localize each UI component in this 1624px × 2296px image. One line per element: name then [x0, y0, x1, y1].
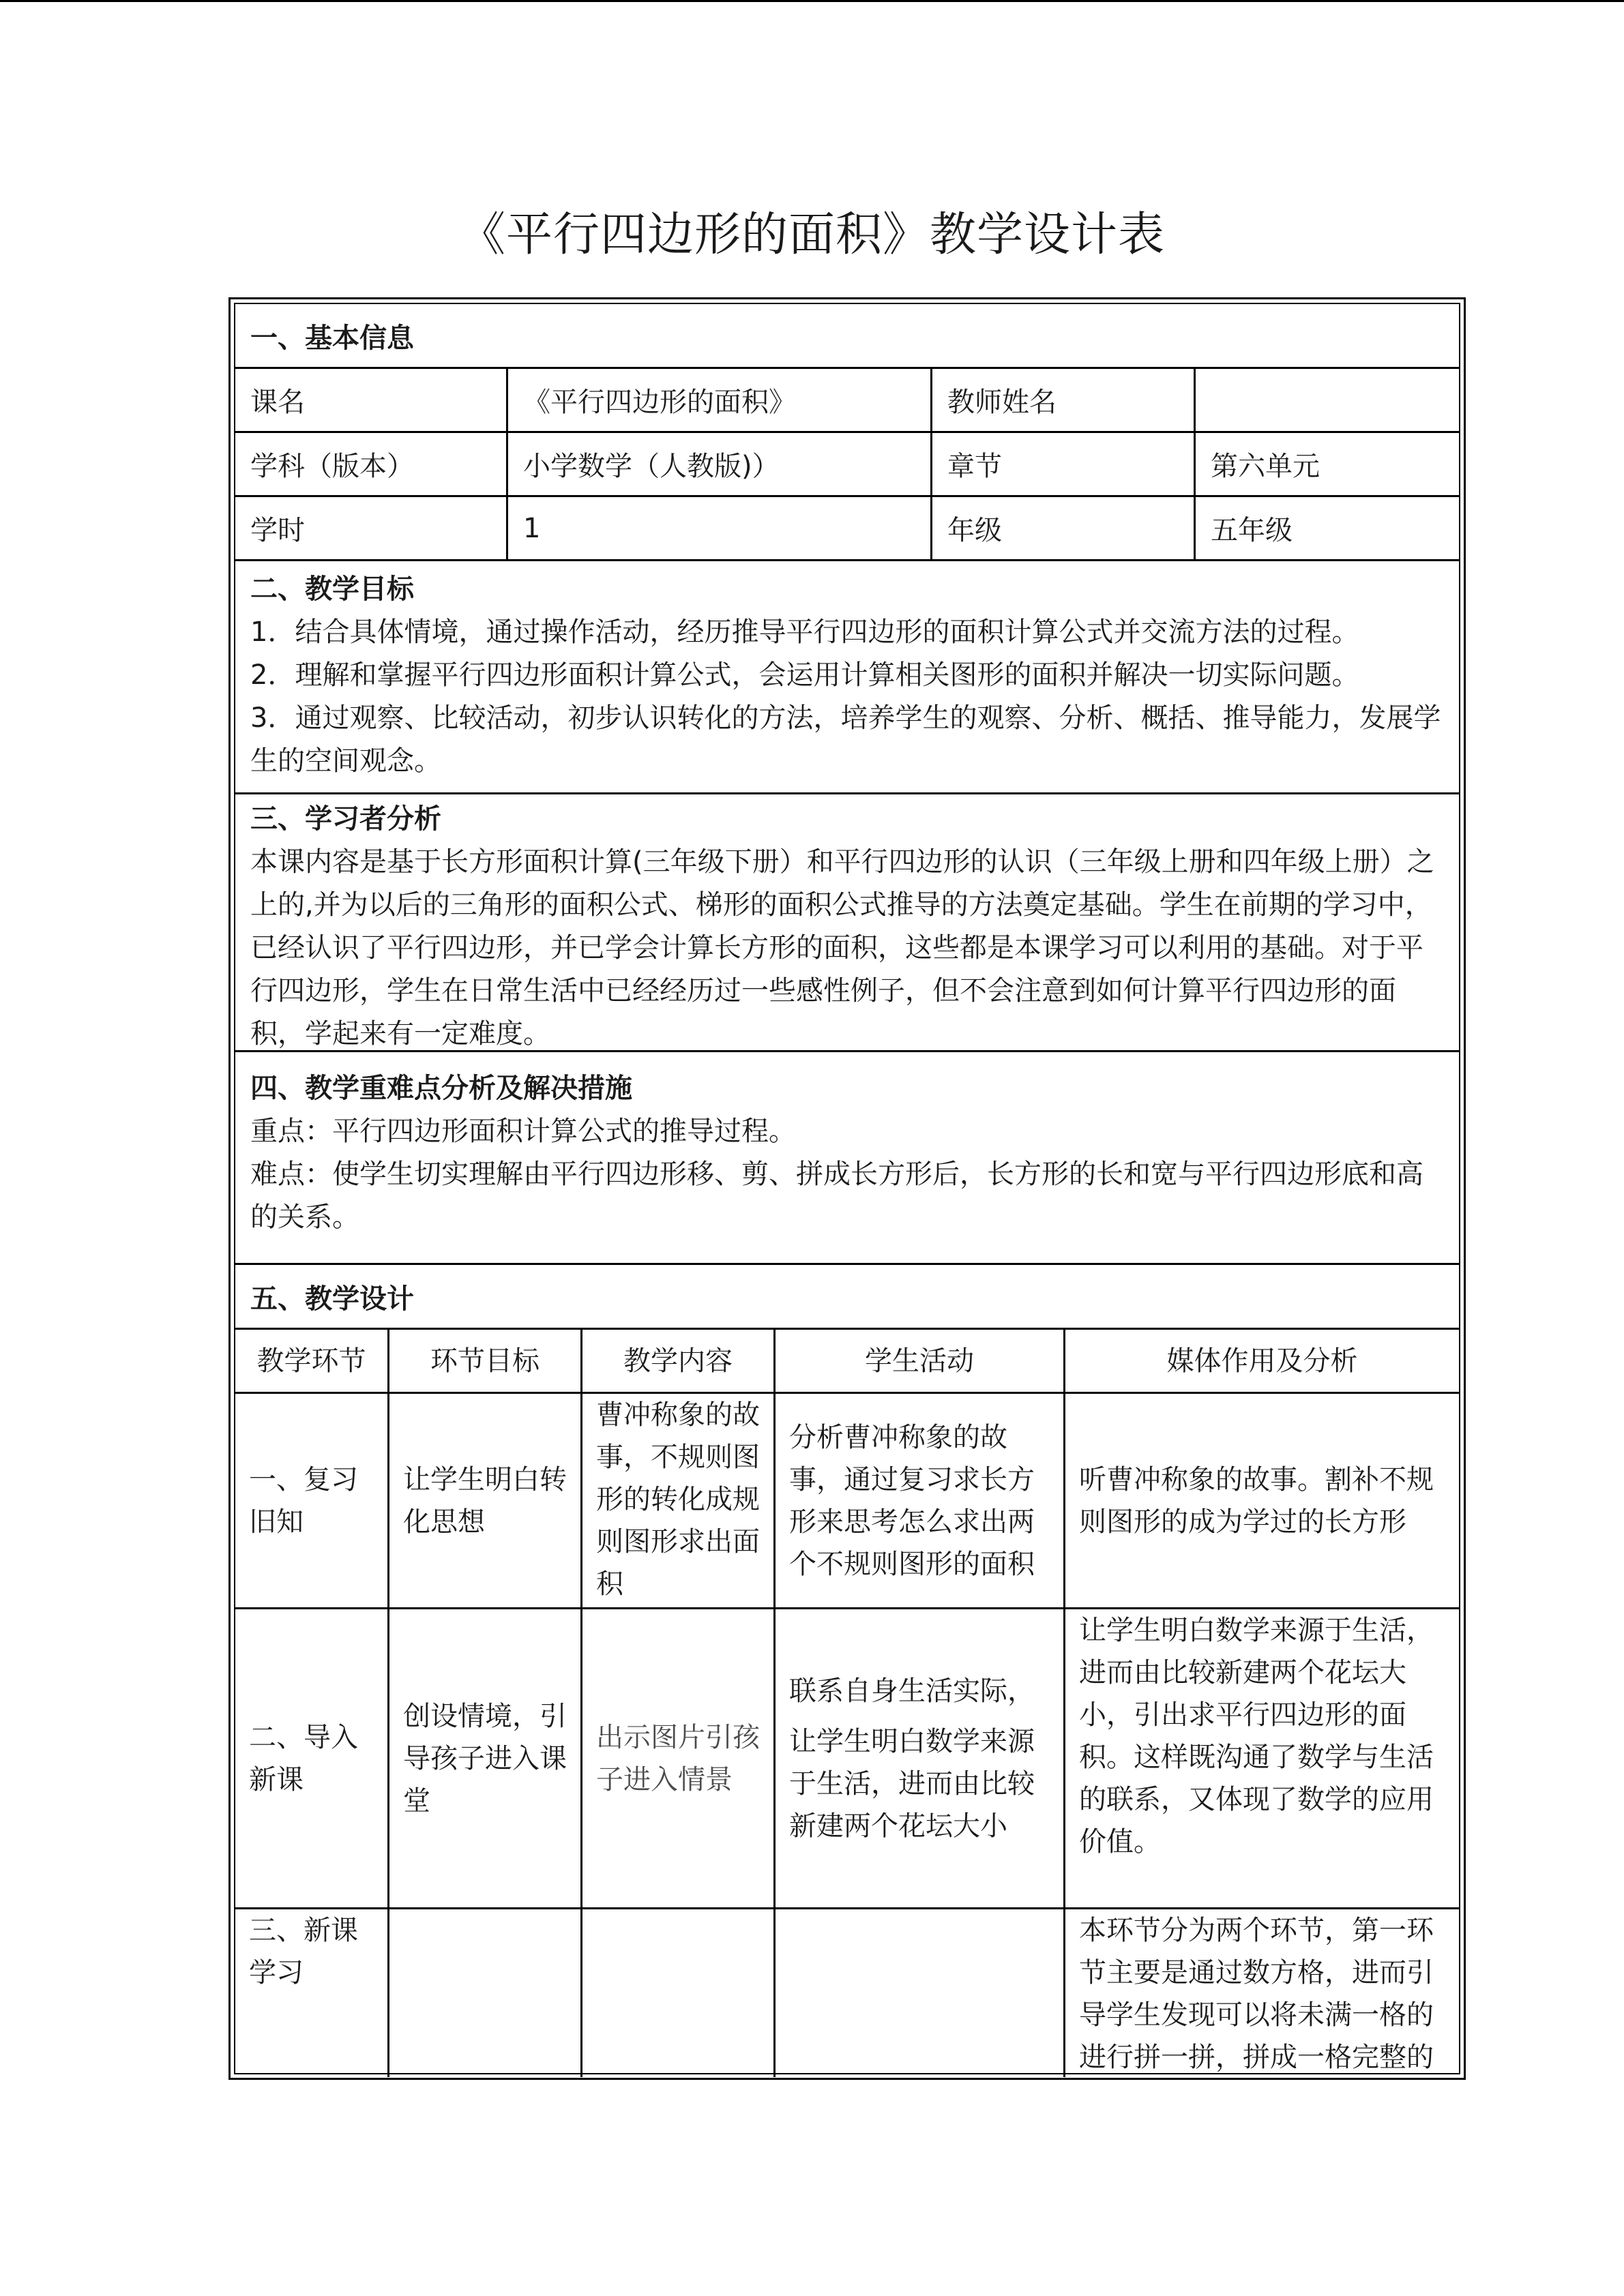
stage-cell — [235, 1394, 387, 1607]
objective-item: 1．结合具体情境，通过操作活动，经历推导平行四边形的面积计算公式并交流方法的过程。 — [250, 616, 1359, 648]
stage-cell — [235, 1609, 387, 1907]
stage-text: 二、导入新课 — [249, 1721, 358, 1795]
table-row — [235, 369, 1459, 433]
activity-text: 联系自身生活实际， — [789, 1675, 1035, 1707]
section-title: 一、基本信息 — [250, 322, 414, 354]
column-header: 教学环节 — [256, 1345, 366, 1377]
table-row — [235, 1394, 1459, 1609]
label-grade: 年级 — [930, 497, 1194, 559]
content-cell — [580, 1609, 773, 1907]
content-text: 曹冲称象的故事，不规则图形的转化成规则图形求出面积 — [596, 1399, 760, 1600]
stage-text: 一、复习旧知 — [249, 1463, 358, 1538]
label-hours: 学时 — [250, 515, 305, 546]
design-table — [228, 297, 1466, 2080]
goal-text: 创设情境，引导孩子进入课堂 — [403, 1700, 567, 1817]
content-cell — [580, 1909, 773, 2077]
column-header: 媒体作用及分析 — [1063, 1330, 1459, 1392]
section-basic-info — [235, 304, 1459, 369]
value-hours: 1 — [506, 497, 930, 559]
design-header-row — [235, 1330, 1459, 1394]
focus-text: 重点：平行四边形面积计算公式的推导过程。 — [250, 1116, 796, 1147]
content-cell — [580, 1394, 773, 1607]
activity-cell — [773, 1609, 1063, 1907]
table-row — [235, 1609, 1459, 1909]
media-cell — [1063, 1909, 1459, 2077]
value-grade: 五年级 — [1194, 497, 1459, 559]
section-learner-analysis — [235, 794, 1459, 1052]
activity-cell — [773, 1394, 1063, 1607]
table-row — [235, 497, 1459, 561]
activity-cell — [773, 1909, 1063, 2077]
goal-cell — [387, 1394, 580, 1607]
value-chapter: 第六单元 — [1194, 433, 1459, 495]
section-key-points — [235, 1052, 1459, 1265]
top-rule — [0, 0, 1624, 2]
value-teacher — [1194, 369, 1459, 431]
section-title: 二、教学目标 — [250, 573, 414, 605]
objective-item: 2．理解和掌握平行四边形面积计算公式，会运用计算相关图形的面积并解决一切实际问题。 — [250, 659, 1359, 691]
stage-cell — [235, 1909, 387, 2077]
section-design — [235, 1265, 1459, 1330]
value-course: 《平行四边形的面积》 — [506, 369, 930, 431]
column-header: 教学内容 — [580, 1330, 773, 1392]
table-inner-border — [234, 303, 1460, 2074]
section-title: 五、教学设计 — [250, 1283, 414, 1315]
value-subject: 小学数学（人教版)） — [506, 433, 930, 495]
table-row — [235, 1909, 1459, 2077]
section-objectives — [235, 561, 1459, 794]
section-title: 三、学习者分析 — [250, 803, 441, 835]
label-teacher: 教师姓名 — [930, 369, 1194, 431]
page-title: 《平行四边形的面积》教学设计表 — [458, 208, 1165, 262]
label-chapter: 章节 — [930, 433, 1194, 495]
label-course: 课名 — [250, 387, 305, 418]
activity-text: 分析曹冲称象的故事，通过复习求长方形来思考怎么求出两个不规则图形的面积 — [789, 1421, 1035, 1580]
key-points-block — [250, 1067, 1444, 1239]
media-cell — [1063, 1609, 1459, 1907]
difficulty-text: 难点：使学生切实理解由平行四边形移、剪、拼成长方形后，长方形的长和宽与平行四边形底和高的关系。 — [250, 1159, 1423, 1233]
section-title: 四、教学重难点分析及解决措施 — [250, 1073, 632, 1104]
media-text: 听曹冲称象的故事。割补不规则图形的成为学过的长方形 — [1079, 1463, 1434, 1538]
activity-text: 让学生明白数学来源于生活，进而由比较新建两个花坛大小 — [789, 1725, 1035, 1842]
stage-text: 三、新课学习 — [249, 1915, 358, 1988]
label-subject: 学科（版本） — [250, 451, 414, 482]
media-text: 让学生明白数学来源于生活，进而由比较新建两个花坛大小，引出求平行四边形的面积。这样既沟通了数学与生活的联系，又体现了数学的应用价值。 — [1079, 1615, 1434, 1858]
column-header: 学生活动 — [773, 1330, 1063, 1392]
content-text: 出示图片引孩子进入情景 — [596, 1721, 760, 1795]
learner-text: 本课内容是基于长方形面积计算(三年级下册）和平行四边形的认识（三年级上册和四年级上册）之上的,并为以后的三角形的面积公式、梯形的面积公式推导的方法奠定基础。学生在前期的学习中，已经认识了平行四边形，并已学会计算长方形的面积，这些都是本课学习可以利用的基础。对于平行四边形，学生在日常生活中已经经历过一些感性例子，但不会注意到如何计算平行四边形的面积，学起来有一定难度。 — [250, 846, 1434, 1049]
objectives-block — [250, 568, 1444, 783]
activity-text-block — [789, 1670, 1050, 1847]
learner-block — [250, 798, 1444, 1056]
goal-cell — [387, 1609, 580, 1907]
goal-text: 让学生明白转化思想 — [403, 1463, 567, 1538]
media-cell — [1063, 1394, 1459, 1607]
media-text: 本环节分为两个环节，第一环节主要是通过数方格，进而引导学生发现可以将未满一格的进行拼一拼，拼成一格完整的 — [1079, 1915, 1434, 2073]
column-header: 环节目标 — [387, 1330, 580, 1392]
objective-item: 3．通过观察、比较活动，初步认识转化的方法，培养学生的观察、分析、概括、推导能力，发展学生的空间观念。 — [250, 702, 1441, 777]
goal-cell — [387, 1909, 580, 2077]
table-row — [235, 433, 1459, 497]
